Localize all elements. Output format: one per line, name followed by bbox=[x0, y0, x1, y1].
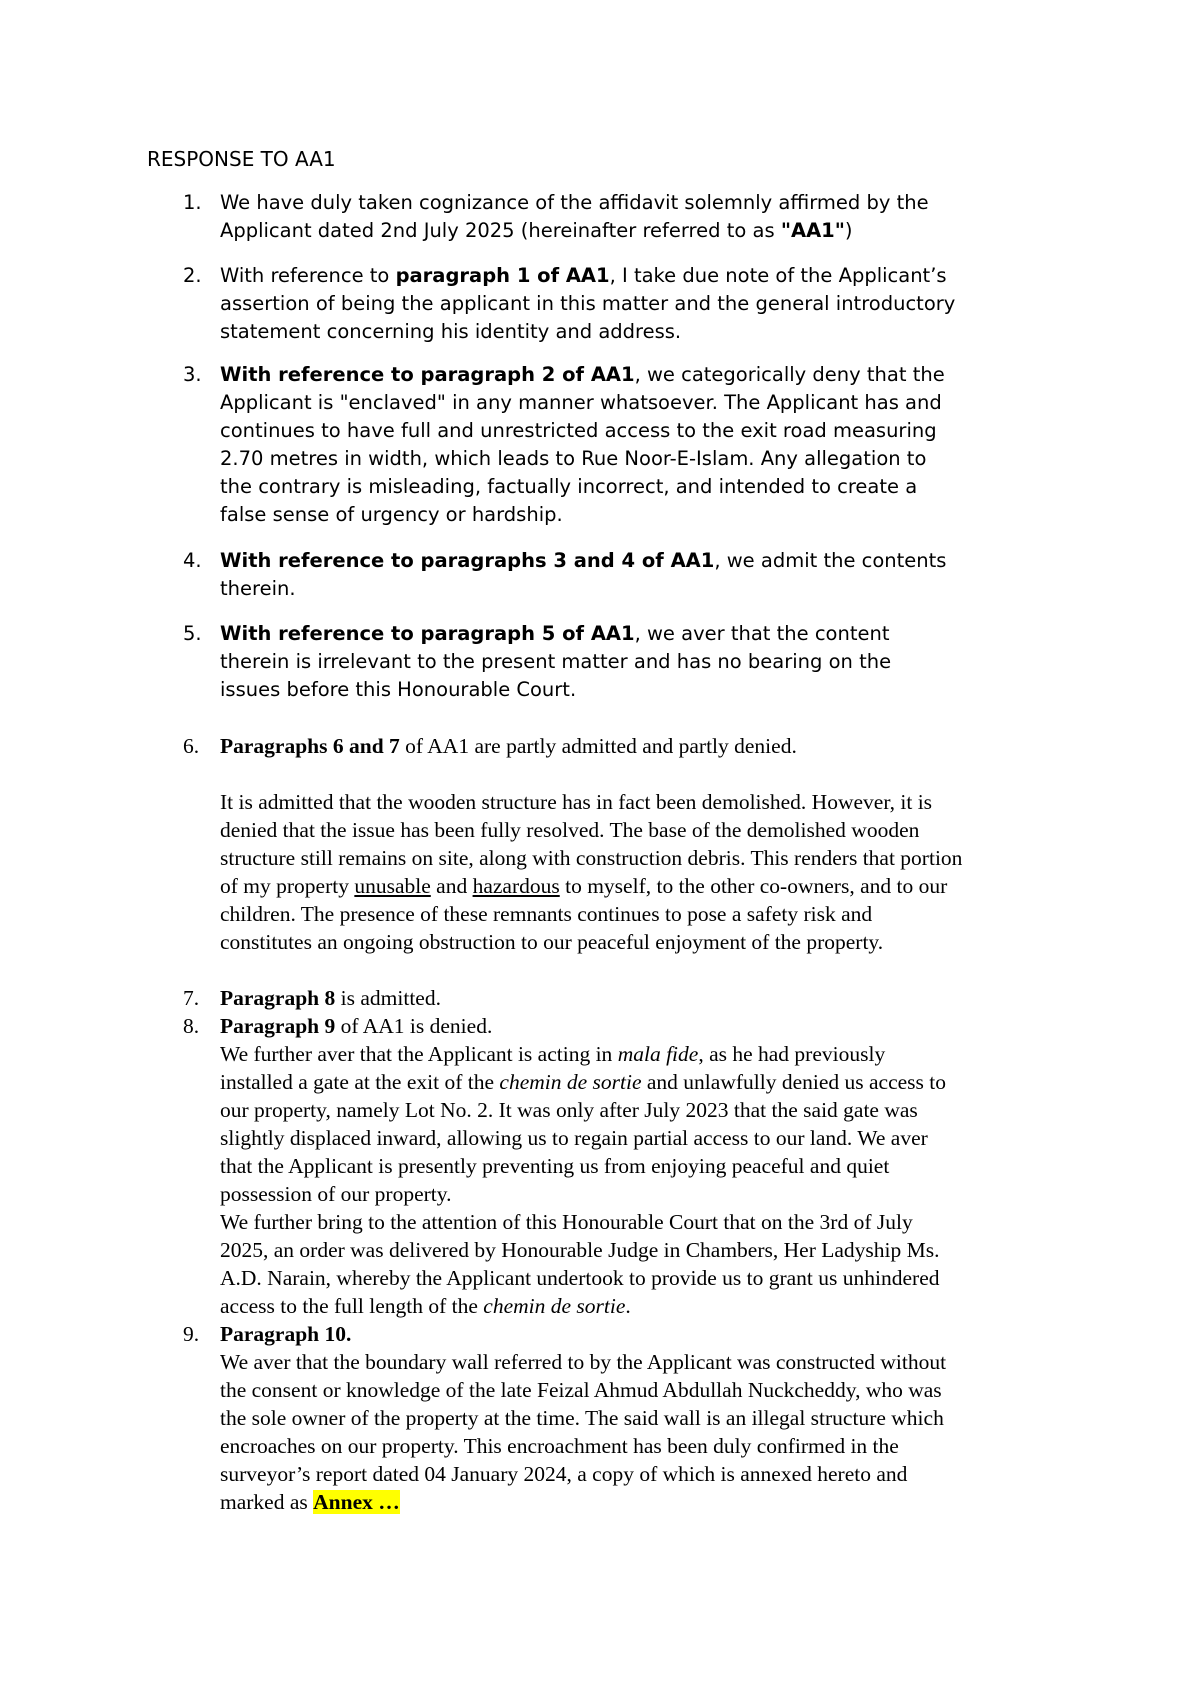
text-line: the contrary is misleading, factually incorrect, and intended to create a bbox=[220, 475, 918, 498]
item-number: 4. bbox=[183, 549, 202, 572]
annex-placeholder: Annex … bbox=[313, 1490, 400, 1514]
text-line bbox=[220, 217, 1080, 245]
item-number: 7. bbox=[183, 986, 200, 1010]
text-line: children. The presence of these remnants continues to pose a safety risk and bbox=[220, 902, 873, 926]
text-run: , we aver that the content bbox=[634, 622, 890, 645]
item-text bbox=[220, 1320, 1080, 1516]
paragraph-reference: Paragraph 8 bbox=[220, 986, 336, 1010]
text-line bbox=[220, 732, 1080, 760]
item-number: 2. bbox=[183, 264, 202, 287]
paragraph-reference: Paragraph 9 bbox=[220, 1014, 336, 1038]
item-text bbox=[220, 547, 1080, 603]
text-line: possession of our property. bbox=[220, 1182, 452, 1206]
text-run: , we categorically deny that the bbox=[634, 363, 945, 386]
item-number: 9. bbox=[183, 1322, 200, 1346]
text-line: that the Applicant is presently preventing us from enjoying peaceful and quiet bbox=[220, 1154, 890, 1178]
text-run: installed a gate at the exit of the bbox=[220, 1070, 500, 1094]
text-line bbox=[220, 262, 1080, 290]
paragraph-reference: paragraph 1 of AA1 bbox=[395, 264, 610, 287]
item-text bbox=[220, 262, 1080, 346]
text-line bbox=[220, 361, 1080, 389]
text-line: constitutes an ongoing obstruction to our peaceful enjoyment of the property. bbox=[220, 930, 884, 954]
text-line bbox=[220, 547, 1080, 575]
text-line: statement concerning his identity and address. bbox=[220, 320, 682, 343]
text-line: Applicant is "enclaved" in any manner whatsoever. The Applicant has and bbox=[220, 391, 942, 414]
text-line bbox=[220, 872, 1080, 900]
text-line: It is admitted that the wooden structure has in fact been demolished. However, it is bbox=[220, 790, 933, 814]
text-run: marked as bbox=[220, 1490, 314, 1514]
paragraph-reference: With reference to paragraphs 3 and 4 of AA1 bbox=[220, 549, 715, 572]
text-line: encroaches on our property. This encroachment has been duly confirmed in the bbox=[220, 1434, 899, 1458]
text-line: continues to have full and unrestricted access to the exit road measuring bbox=[220, 419, 937, 442]
paragraph-reference: With reference to paragraph 2 of AA1 bbox=[220, 363, 635, 386]
text-line: 2.70 metres in width, which leads to Rue Noor-E-Islam. Any allegation to bbox=[220, 447, 927, 470]
french-term: chemin de sortie bbox=[483, 1294, 626, 1318]
item-number: 8. bbox=[183, 1014, 200, 1038]
text-run: of AA1 are partly admitted and partly denied. bbox=[399, 734, 797, 758]
text-run: ) bbox=[844, 219, 853, 242]
item-text bbox=[220, 189, 1080, 245]
text-line bbox=[220, 620, 1080, 648]
item-text bbox=[220, 361, 1080, 529]
text-line: false sense of urgency or hardship. bbox=[220, 503, 563, 526]
defined-term: "AA1" bbox=[780, 219, 845, 242]
text-run: Applicant dated 2nd July 2025 (hereinafter referred to as bbox=[220, 219, 781, 242]
text-run: , we admit the contents bbox=[714, 549, 947, 572]
item-number: 3. bbox=[183, 363, 202, 386]
text-run: . bbox=[625, 1294, 631, 1318]
text-line: issues before this Honourable Court. bbox=[220, 678, 577, 701]
text-line: surveyor’s report dated 04 January 2024, a copy of which is annexed hereto and bbox=[220, 1462, 908, 1486]
text-line: assertion of being the applicant in this matter and the general introductory bbox=[220, 292, 956, 315]
paragraph-reference: Paragraphs 6 and 7 bbox=[220, 734, 400, 758]
text-run: and bbox=[430, 874, 473, 898]
text-line: 2025, an order was delivered by Honourable Judge in Chambers, Her Ladyship Ms. bbox=[220, 1238, 940, 1262]
text-line: the sole owner of the property at the time. The said wall is an illegal structure which bbox=[220, 1406, 944, 1430]
text-line: We aver that the boundary wall referred to by the Applicant was constructed without bbox=[220, 1350, 947, 1374]
text-line: We further bring to the attention of this Honourable Court that on the 3rd of July bbox=[220, 1210, 913, 1234]
text-run: and unlawfully denied us access to bbox=[641, 1070, 947, 1094]
text-run: of my property bbox=[220, 874, 355, 898]
text-run: access to the full length of the bbox=[220, 1294, 484, 1318]
underlined-term: unusable bbox=[354, 874, 431, 898]
text-run: of AA1 is denied. bbox=[335, 1014, 493, 1038]
text-run: , as he had previously bbox=[698, 1042, 886, 1066]
text-line: We have duly taken cognizance of the affidavit solemnly affirmed by the bbox=[220, 191, 929, 214]
item-text bbox=[220, 1012, 1080, 1320]
text-line: therein is irrelevant to the present matter and has no bearing on the bbox=[220, 650, 892, 673]
paragraph-reference: With reference to paragraph 5 of AA1 bbox=[220, 622, 635, 645]
document-title: RESPONSE TO AA1 bbox=[147, 147, 336, 171]
item-number: 5. bbox=[183, 622, 202, 645]
paragraph-reference: Paragraph 10. bbox=[220, 1322, 352, 1346]
blank-line bbox=[220, 760, 1080, 788]
item-number: 1. bbox=[183, 191, 202, 214]
text-line: structure still remains on site, along with construction debris. This renders that portion bbox=[220, 846, 963, 870]
text-line: slightly displaced inward, allowing us to regain partial access to our land. We aver bbox=[220, 1126, 928, 1150]
text-line bbox=[220, 1292, 1080, 1320]
text-line bbox=[220, 1040, 1080, 1068]
text-line: A.D. Narain, whereby the Applicant undertook to provide us to grant us unhindered bbox=[220, 1266, 940, 1290]
text-run: to myself, to the other co-owners, and to our bbox=[559, 874, 948, 898]
item-text bbox=[220, 984, 1080, 1012]
text-line bbox=[220, 1068, 1080, 1096]
text-line: therein. bbox=[220, 577, 296, 600]
text-line bbox=[220, 984, 1080, 1012]
text-run: , I take due note of the Applicant’s bbox=[609, 264, 947, 287]
text-line bbox=[220, 1488, 1080, 1516]
latin-term: mala fide bbox=[617, 1042, 699, 1066]
text-run: is admitted. bbox=[335, 986, 441, 1010]
text-line: denied that the issue has been fully resolved. The base of the demolished wooden bbox=[220, 818, 920, 842]
text-run: We further aver that the Applicant is acting in bbox=[220, 1042, 618, 1066]
item-text bbox=[220, 620, 1080, 704]
text-line: the consent or knowledge of the late Feizal Ahmud Abdullah Nuckcheddy, who was bbox=[220, 1378, 942, 1402]
french-term: chemin de sortie bbox=[499, 1070, 642, 1094]
item-text bbox=[220, 732, 1080, 956]
text-line: our property, namely Lot No. 2. It was only after July 2023 that the said gate was bbox=[220, 1098, 918, 1122]
text-line bbox=[220, 1012, 1080, 1040]
text-run: With reference to bbox=[220, 264, 396, 287]
text-line bbox=[220, 1320, 1080, 1348]
underlined-term: hazardous bbox=[472, 874, 560, 898]
item-number: 6. bbox=[183, 734, 200, 758]
